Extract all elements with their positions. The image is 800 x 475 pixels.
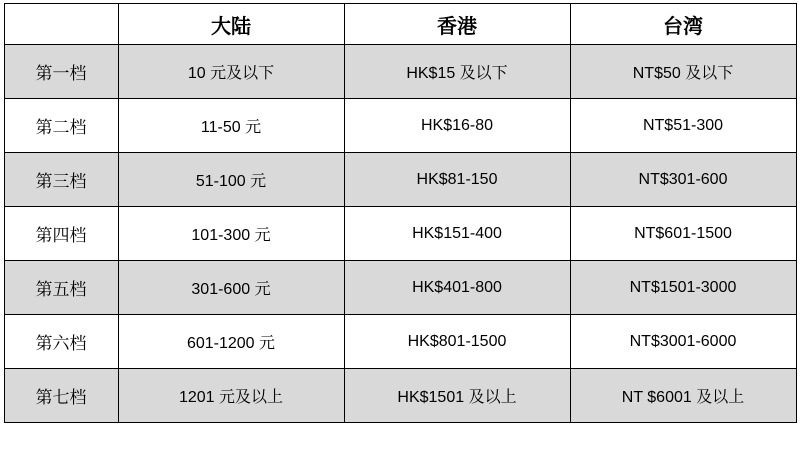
cell-taiwan: NT$601-1500 [570, 207, 796, 261]
cell-hongkong: HK$401-800 [344, 261, 570, 315]
row-label: 第一档 [4, 45, 118, 99]
table-corner-cell [4, 4, 118, 45]
cell-mainland: 51-100 元 [118, 153, 344, 207]
table-row [4, 207, 796, 261]
row-label: 第五档 [4, 261, 118, 315]
cell-hongkong: HK$1501 及以上 [344, 369, 570, 423]
cell-taiwan: NT$3001-6000 [570, 315, 796, 369]
cell-taiwan: NT$301-600 [570, 153, 796, 207]
row-label: 第三档 [4, 153, 118, 207]
row-label: 第六档 [4, 315, 118, 369]
cell-mainland: 11-50 元 [118, 99, 344, 153]
price-tier-table [4, 3, 797, 423]
cell-mainland: 301-600 元 [118, 261, 344, 315]
table-header-row [4, 4, 796, 45]
row-label: 第二档 [4, 99, 118, 153]
cell-mainland: 601-1200 元 [118, 315, 344, 369]
table-row [4, 315, 796, 369]
table-row [4, 99, 796, 153]
column-header-mainland: 大陆 [118, 4, 344, 45]
cell-hongkong: HK$16-80 [344, 99, 570, 153]
cell-hongkong: HK$801-1500 [344, 315, 570, 369]
cell-hongkong: HK$151-400 [344, 207, 570, 261]
cell-taiwan: NT $6001 及以上 [570, 369, 796, 423]
row-label: 第四档 [4, 207, 118, 261]
cell-taiwan: NT$50 及以下 [570, 45, 796, 99]
column-header-taiwan: 台湾 [570, 4, 796, 45]
cell-mainland: 101-300 元 [118, 207, 344, 261]
cell-taiwan: NT$1501-3000 [570, 261, 796, 315]
cell-mainland: 1201 元及以上 [118, 369, 344, 423]
table-row [4, 45, 796, 99]
cell-mainland: 10 元及以下 [118, 45, 344, 99]
column-header-hongkong: 香港 [344, 4, 570, 45]
cell-hongkong: HK$15 及以下 [344, 45, 570, 99]
table-row [4, 153, 796, 207]
table-row [4, 261, 796, 315]
cell-taiwan: NT$51-300 [570, 99, 796, 153]
row-label: 第七档 [4, 369, 118, 423]
cell-hongkong: HK$81-150 [344, 153, 570, 207]
table-row [4, 369, 796, 423]
